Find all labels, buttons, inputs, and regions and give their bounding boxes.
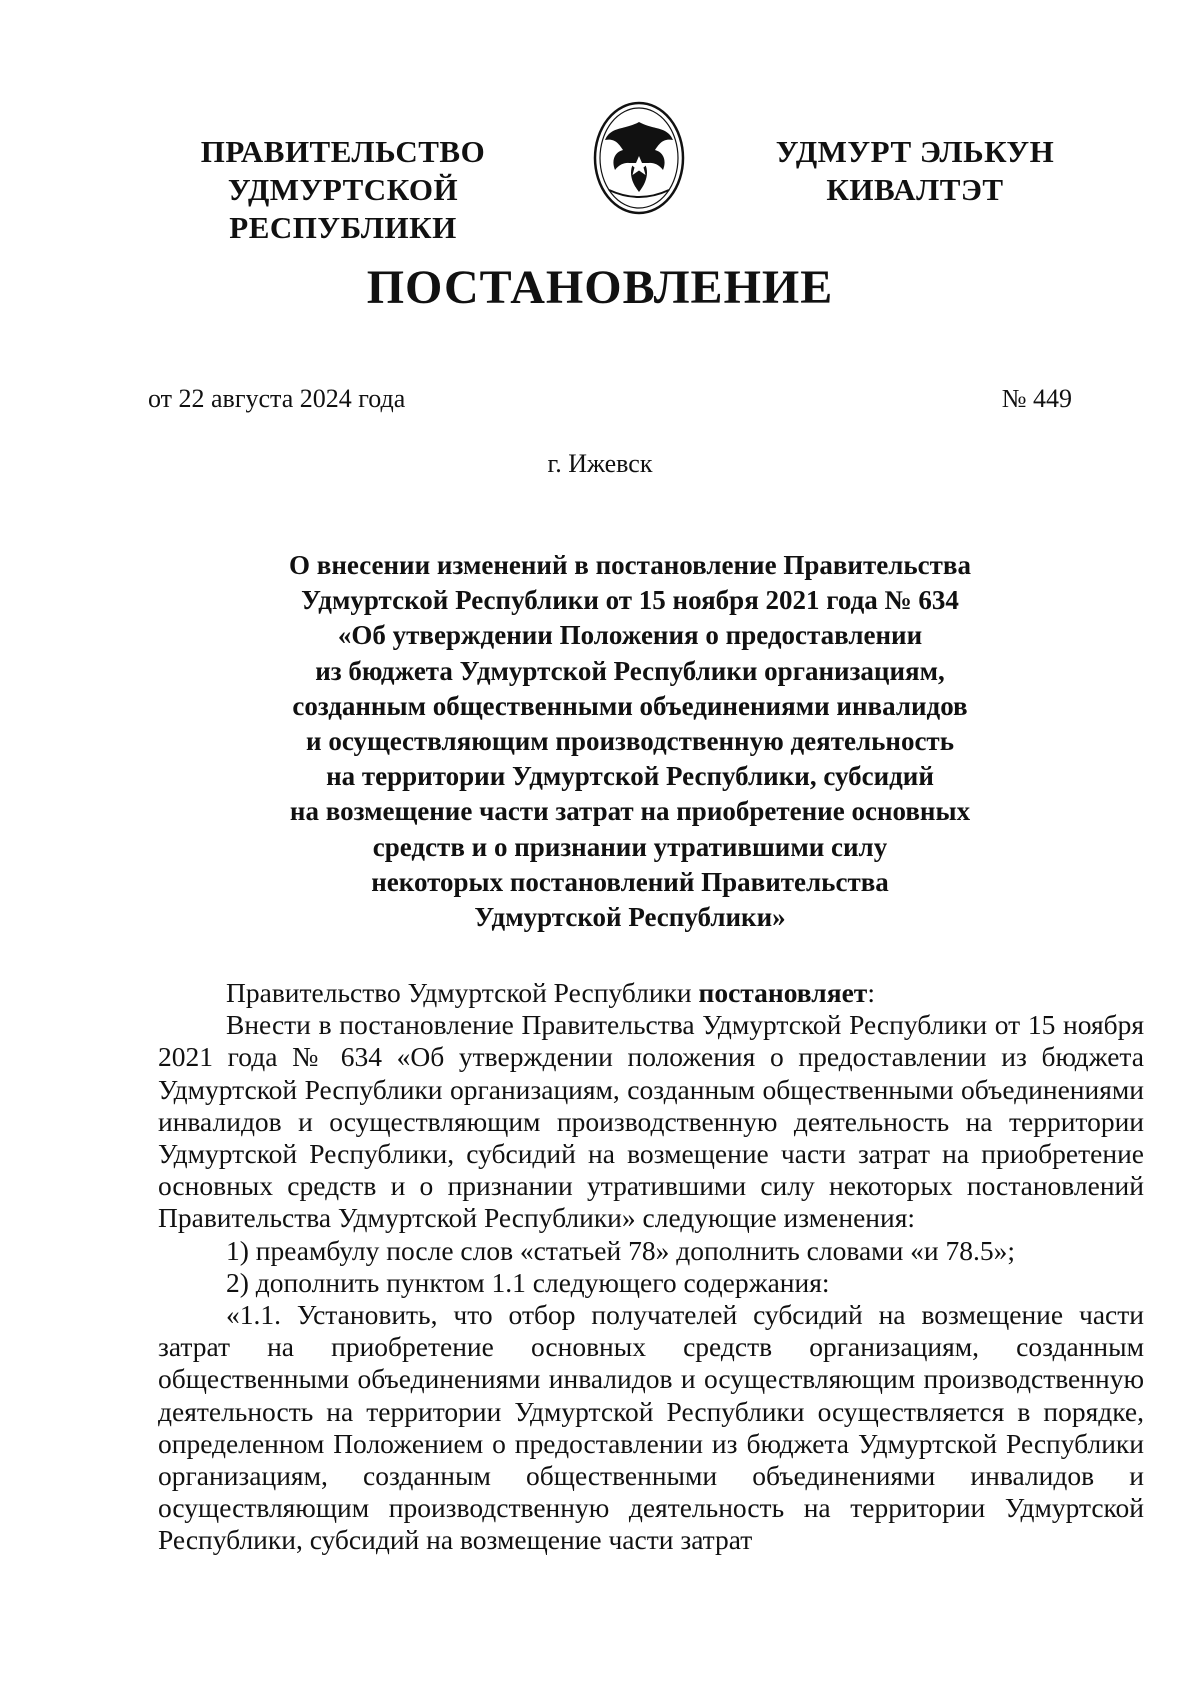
intro-paragraph — [158, 977, 1144, 1009]
subject-line: некоторых постановлений Правительства — [371, 866, 889, 897]
header-left — [118, 133, 568, 247]
udmurt-coat-of-arms-icon — [581, 100, 697, 216]
document-body — [158, 977, 1144, 1557]
subject-line: средств и о признании утратившими силу — [372, 831, 888, 862]
subject-line: из бюджета Удмуртской Республики организациям, — [315, 655, 945, 686]
intro-colon: : — [867, 977, 875, 1008]
header-right-line1: УДМУРТ ЭЛЬКУН — [775, 134, 1055, 169]
subject-line: О внесении изменений в постановление Правительства — [289, 550, 971, 580]
intro-text: Правительство Удмуртской Республики — [226, 977, 699, 1008]
intro-bold: постановляет — [698, 977, 868, 1008]
header-right-line2: КИВАЛТЭТ — [826, 172, 1004, 207]
subject-line: «Об утверждении Положения о предоставлении — [337, 620, 923, 651]
document-date: от 22 августа 2024 года — [148, 384, 406, 413]
subject-line: и осуществляющим производственную деятельность — [306, 726, 954, 757]
body-paragraph-2: «1.1. Установить, что отбор получателей субсидий на возмещение части затрат на приобретение основных средств организациям, созданным общественными объединениями инвалидов и осуществляющим производственную деятельность на территории Удмуртской Республики осуществляется в порядке, определенном Положением о предоставлении из бюджета Удмуртской Республики организациям, созданным общественными объединениями инвалидов и осуществляющим производственную деятельность на территории Удмуртской Республики, субсидий на возмещение части затрат — [158, 1299, 1144, 1556]
header-right — [770, 133, 1060, 209]
document-title: ПОСТАНОВЛЕНИЕ — [366, 261, 834, 314]
body-item-2: 2) дополнить пунктом 1.1 следующего содержания: — [226, 1266, 830, 1298]
body-item-1: 1) преамбулу после слов «статьей 78» дополнить словами «и 78.5»; — [226, 1234, 1016, 1266]
header-left-line2: УДМУРТСКОЙ РЕСПУБЛИКИ — [227, 172, 459, 245]
document-city: г. Ижевск — [547, 449, 653, 478]
document-number: № 449 — [1001, 384, 1072, 413]
body-paragraph-1: Внести в постановление Правительства Удмуртской Республики от 15 ноября 2021 года № 634 «Об утверждении положения о предоставлении из бюджета Удмуртской Республики организациям, созданным общественными объединениями инвалидов и осуществляющим производственную деятельность на территории Удмуртской Республики, субсидий на возмещение части затрат на приобретение основных средств и о признании утратившими силу некоторых постановлений Правительства Удмуртской Республики» следующие изменения: — [158, 1009, 1144, 1234]
subject-line: на возмещение части затрат на приобретение основных — [289, 796, 971, 827]
subject-line: созданным общественными объединениями инвалидов — [292, 690, 968, 721]
subject-line: Удмуртской Республики от 15 ноября 2021 года № 634 — [301, 585, 959, 616]
header-left-line1: ПРАВИТЕЛЬСТВО — [200, 134, 486, 169]
subject-line: на территории Удмуртской Республики, субсидий — [326, 761, 934, 792]
document-subject — [240, 548, 1020, 935]
subject-line: Удмуртской Республики» — [474, 902, 786, 933]
